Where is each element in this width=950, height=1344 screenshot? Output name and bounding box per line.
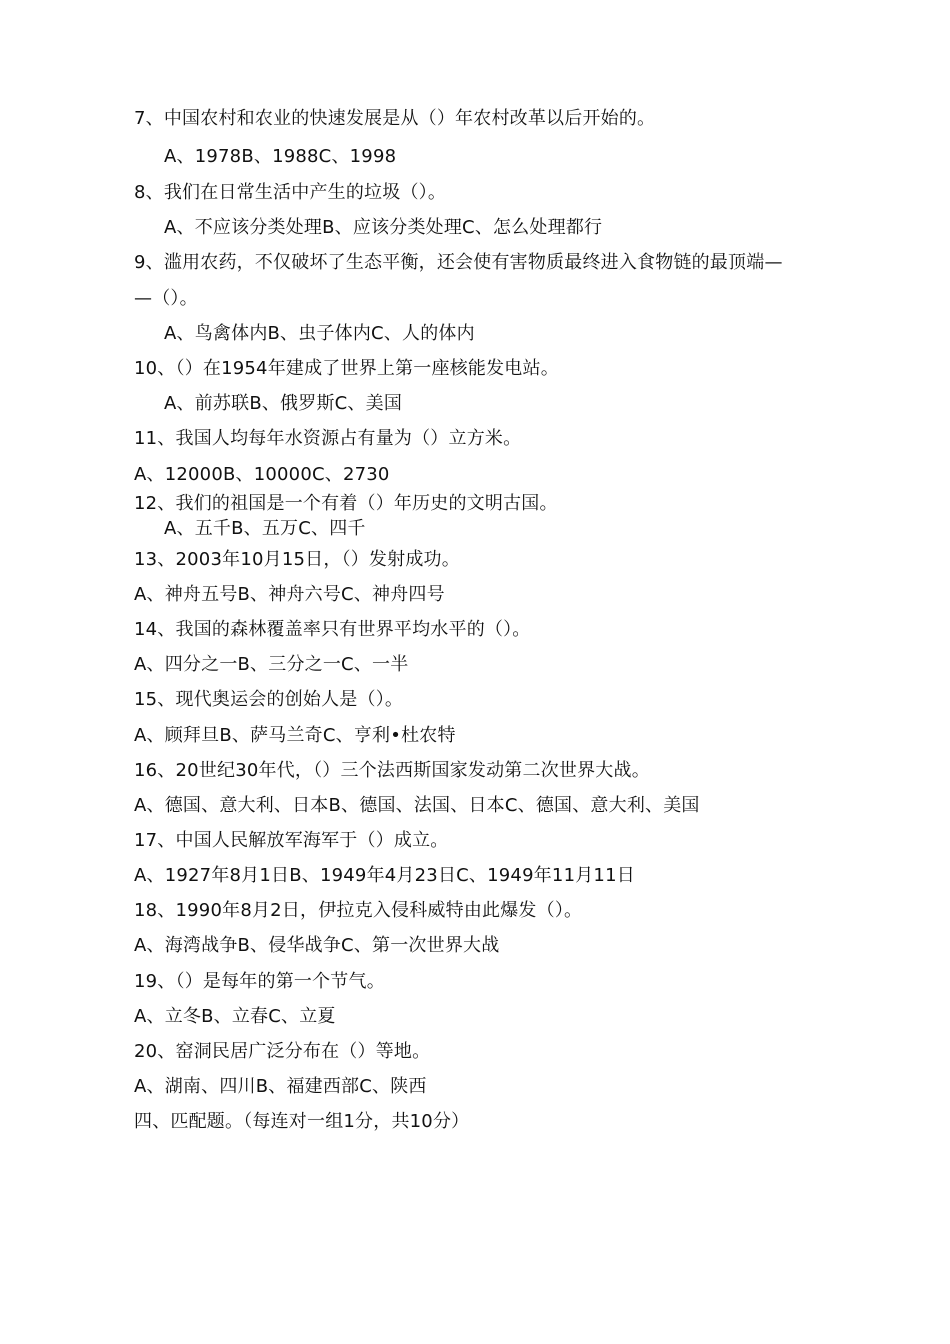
question-11: 11、我国人均每年水资源占有量为（）立方米。	[134, 428, 522, 449]
options-20: A、湖南、四川B、福建西部C、陕西	[134, 1076, 427, 1097]
question-13: 13、2003年10月15日，（）发射成功。	[134, 549, 460, 570]
options-16: A、德国、意大利、日本B、德国、法国、日本C、德国、意大利、美国	[134, 795, 700, 816]
options-19: A、立冬B、立春C、立夏	[134, 1006, 336, 1027]
question-19: 19、（）是每年的第一个节气。	[134, 971, 385, 992]
options-14: A、四分之一B、三分之一C、一半	[134, 654, 409, 675]
question-20: 20、窑洞民居广泛分布在（）等地。	[134, 1041, 431, 1062]
options-17: A、1927年8月1日B、1949年4月23日C、1949年11月11日	[134, 865, 635, 886]
question-14: 14、我国的森林覆盖率只有世界平均水平的（）。	[134, 619, 531, 640]
options-7: A、1978B、1988C、1998	[164, 146, 397, 167]
question-18: 18、1990年8月2日，伊拉克入侵科威特由此爆发（）。	[134, 900, 583, 921]
question-9-continued: —（）。	[134, 288, 198, 309]
question-16: 16、20世纪30年代，（）三个法西斯国家发动第二次世界大战。	[134, 760, 650, 781]
options-10: A、前苏联B、俄罗斯C、美国	[164, 393, 403, 414]
question-17: 17、中国人民解放军海军于（）成立。	[134, 830, 449, 851]
question-8: 8、我们在日常生活中产生的垃圾（）。	[134, 182, 447, 203]
question-12: 12、我们的祖国是一个有着（）年历史的文明古国。	[134, 493, 558, 514]
options-12: A、五千B、五万C、四千	[164, 518, 366, 539]
question-9: 9、滥用农药，不仅破坏了生态平衡，还会使有害物质最终进入食物链的最顶端—	[134, 252, 783, 273]
options-9: A、鸟禽体内B、虫子体内C、人的体内	[164, 323, 475, 344]
options-11: A、12000B、10000C、2730	[134, 464, 390, 485]
options-15: A、顾拜旦B、萨马兰奇C、亨利•杜农特	[134, 725, 456, 746]
question-10: 10、（）在1954年建成了世界上第一座核能发电站。	[134, 358, 559, 379]
options-18: A、海湾战争B、侵华战争C、第一次世界大战	[134, 935, 500, 956]
section-heading-matching: 四、匹配题。（每连对一组1分，共10分）	[134, 1111, 470, 1132]
options-13: A、神舟五号B、神舟六号C、神舟四号	[134, 584, 445, 605]
options-8: A、不应该分类处理B、应该分类处理C、怎么处理都行	[164, 217, 603, 238]
question-7: 7、中国农村和农业的快速发展是从（）年农村改革以后开始的。	[134, 108, 656, 129]
question-15: 15、现代奥运会的创始人是（）。	[134, 689, 404, 710]
